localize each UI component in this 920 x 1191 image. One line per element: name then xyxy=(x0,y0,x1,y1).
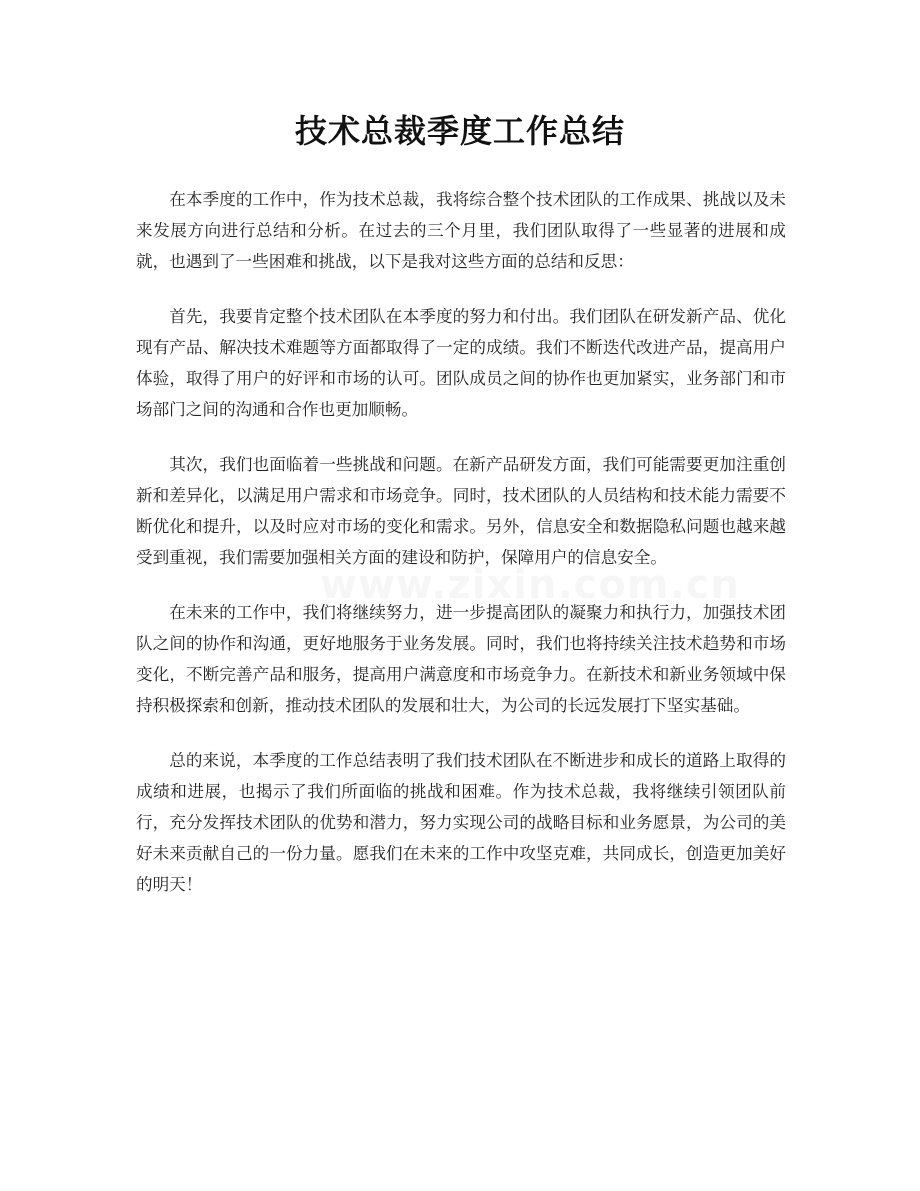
paragraph-5: 总的来说，本季度的工作总结表明了我们技术团队在不断进步和成长的道路上取得的成绩和进展，也揭示了我们所面临的挑战和困难。作为技术总裁，我将继续引领团队前行，充分发挥技术团队的优势和潜力，努力实现公司的战略目标和业务愿景，为公司的美好未来贡献自己的一份力量。愿我们在未来的工作中攻坚克难，共同成长，创造更加美好的明天！ xyxy=(136,751,786,894)
document-body xyxy=(136,184,786,924)
paragraph-3: 其次，我们也面临着一些挑战和问题。在新产品研发方面，我们可能需要更加注重创新和差异化，以满足用户需求和市场竞争。同时，技术团队的人员结构和技术能力需要不断优化和提升，以及时应对市场的变化和需求。另外，信息安全和数据隐私问题也越来越受到重视，我们需要加强相关方面的建设和防护，保障用户的信息安全。 xyxy=(136,455,786,567)
paragraph-2: 首先，我要肯定整个技术团队在本季度的努力和付出。我们团队在研发新产品、优化现有产品、解决技术难题等方面都取得了一定的成绩。我们不断迭代改进产品，提高用户体验，取得了用户的好评和市场的认可。团队成员之间的协作也更加紧实，业务部门和市场部门之间的沟通和合作也更加顺畅。 xyxy=(136,307,786,419)
paragraph-1: 在本季度的工作中，作为技术总裁，我将综合整个技术团队的工作成果、挑战以及未来发展方向进行总结和分析。在过去的三个月里，我们团队取得了一些显著的进展和成就，也遇到了一些困难和挑战，以下是我对这些方面的总结和反思： xyxy=(136,190,786,271)
document-title: 技术总裁季度工作总结 xyxy=(294,112,625,150)
paragraph-4: 在未来的工作中，我们将继续努力，进一步提高团队的凝聚力和执行力，加强技术团队之间的协作和沟通，更好地服务于业务发展。同时，我们也将持续关注技术趋势和市场变化，不断完善产品和服务，提高用户满意度和市场竞争力。在新技术和新业务领域中保持积极探索和创新，推动技术团队的发展和壮大，为公司的长远发展打下坚实基础。 xyxy=(136,603,786,715)
